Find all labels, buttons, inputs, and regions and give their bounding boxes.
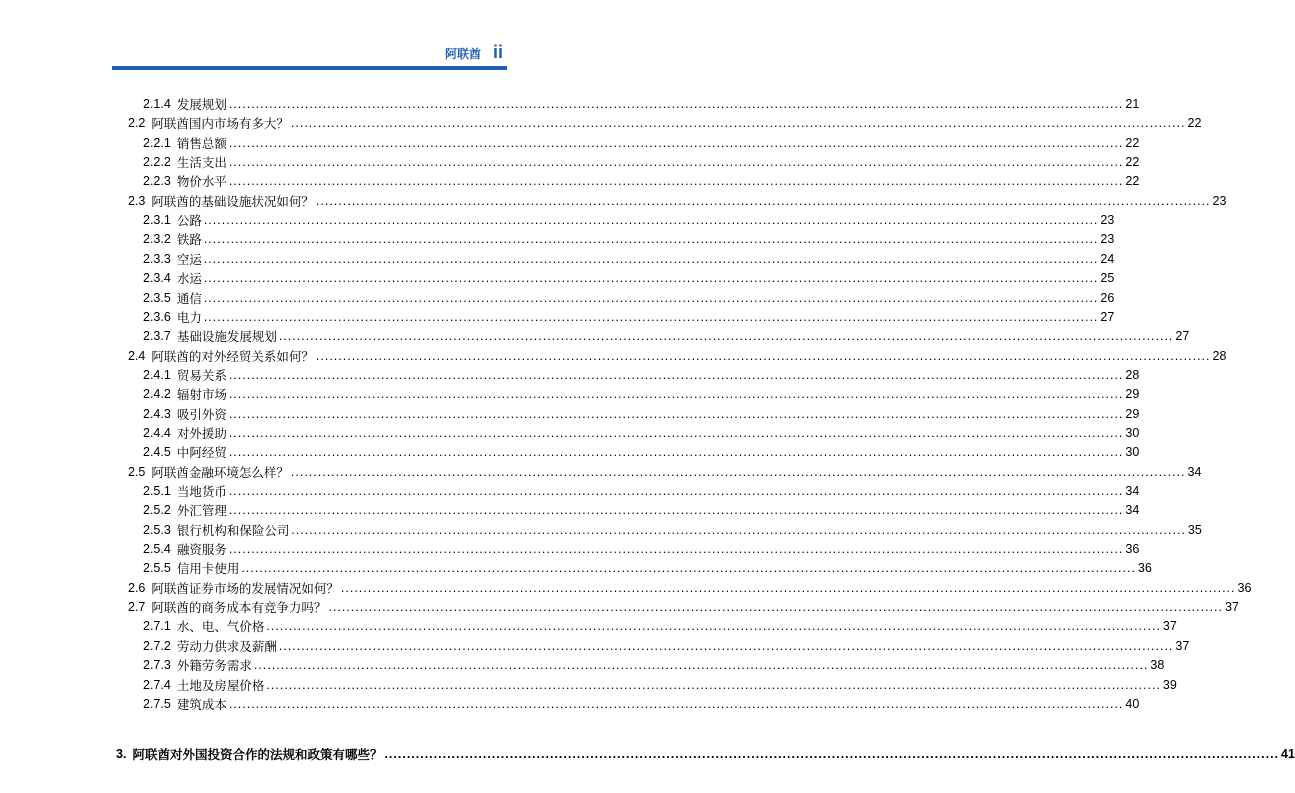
toc-leader-dots: ........................................................................................................................................................................................................ [241, 561, 1136, 576]
toc-entry-title: 融资服务 [176, 542, 227, 558]
toc-entry-title: 发展规划 [176, 97, 227, 112]
toc-leader-dots: ........................................................................................................................................................................................................ [203, 251, 1099, 266]
toc-leader-dots: ........................................................................................................................................................................................................ [228, 97, 1124, 111]
toc-entry-page: 25 [1100, 271, 1115, 286]
toc-leader-dots: ........................................................................................................................................................................................................ [203, 271, 1099, 286]
toc-entry-title: 水运 [176, 271, 202, 287]
toc-entry-number: 2.2.3 [143, 174, 171, 189]
toc-entry[interactable] [143, 444, 1140, 461]
toc-entry[interactable] [143, 251, 1115, 268]
toc-entry-number: 2.5.5 [143, 561, 171, 576]
toc-leader-dots: ........................................................................................................................................................................................................ [278, 638, 1174, 653]
toc-leader-dots: ........................................................................................................................................................................................................ [266, 677, 1161, 692]
toc-entry-page: 37 [1225, 600, 1239, 615]
toc-entry-page: 26 [1100, 290, 1115, 305]
toc-entry-page: 27 [1175, 329, 1190, 344]
toc-entry-page: 34 [1125, 484, 1140, 498]
toc-leader-dots: ........................................................................................................................................................................................................ [384, 747, 1280, 762]
toc-entry[interactable] [143, 290, 1115, 307]
toc-entry-page: 27 [1100, 309, 1115, 324]
toc-entry-number: 2.4.5 [143, 445, 171, 460]
toc-leader-dots: ........................................................................................................................................................................................................ [228, 425, 1124, 440]
toc-leader-dots: ........................................................................................................................................................................................................ [203, 309, 1099, 324]
toc-entry-title: 银行机构和保险公司 [176, 522, 290, 538]
toc-leader-dots: ........................................................................................................................................................................................................ [278, 329, 1174, 344]
toc-entry-number: 2.3.4 [143, 271, 171, 286]
toc-entry-number: 2.3.5 [143, 290, 171, 305]
toc-entry-title: 公路 [176, 213, 202, 229]
toc-entry[interactable] [143, 502, 1140, 519]
toc-entry-number: 2.5.4 [143, 542, 171, 557]
page-header [0, 0, 559, 75]
header-title: 阿联酋 [444, 47, 481, 61]
toc-entry-number: 2.1.4 [143, 97, 171, 111]
toc-entry-page: 23 [1100, 213, 1115, 228]
toc-entry-page: 28 [1212, 348, 1227, 363]
toc-entry[interactable] [143, 135, 1140, 152]
toc-entry-title: 电力 [176, 309, 202, 325]
toc-entry-title: 劳动力供求及薪酬 [176, 638, 277, 654]
toc-leader-dots: ........................................................................................................................................................................................................ [228, 174, 1124, 189]
toc-entry-number: 2.2.2 [143, 155, 171, 170]
toc-entry[interactable] [143, 560, 1152, 577]
toc-entry-number: 2.3.2 [143, 232, 171, 247]
toc-entry-page: 29 [1125, 387, 1140, 402]
toc-entry-page: 22 [1125, 135, 1140, 150]
toc-entry-page: 38 [1150, 658, 1165, 673]
toc-entry-number: 2.6 [128, 580, 146, 595]
toc-leader-dots: ........................................................................................................................................................................................................ [228, 135, 1124, 150]
toc-entry[interactable] [143, 309, 1115, 326]
toc-entry-page: 29 [1125, 406, 1140, 421]
toc-leader-dots: ........................................................................................................................................................................................................ [228, 542, 1124, 557]
toc-entry-page: 22 [1187, 116, 1202, 131]
toc-entry-number: 2.5.3 [143, 522, 171, 537]
toc-entry[interactable] [143, 367, 1140, 384]
toc-entry-page: 41 [1281, 747, 1295, 762]
toc-entry-page: 39 [1162, 677, 1177, 692]
toc-entry-title: 销售总额 [176, 135, 227, 151]
toc-leader-dots: ........................................................................................................................................................................................................ [340, 580, 1236, 595]
toc-entry[interactable] [128, 115, 1202, 132]
toc-entry-number: 2.5.1 [143, 484, 171, 498]
toc-entry-title: 阿联酋国内市场有多大？ [151, 116, 289, 132]
toc-entry-page: 37 [1162, 619, 1177, 634]
toc-entry[interactable] [128, 599, 1239, 616]
toc-entry-number: 2.3.3 [143, 251, 171, 266]
toc-entry[interactable] [143, 270, 1115, 287]
toc-entry-title: 阿联酋的商务成本有竞争力吗？ [151, 600, 327, 616]
toc-leader-dots: ........................................................................................................................................................................................................ [315, 348, 1211, 363]
toc-entry-number: 2.4.1 [143, 367, 171, 382]
toc-entry[interactable] [143, 212, 1115, 229]
toc-entry[interactable] [143, 696, 1140, 713]
toc-entry-title: 外汇管理 [176, 503, 227, 519]
toc-leader-dots: ........................................................................................................................................................................................................ [228, 155, 1124, 170]
toc-entry-title: 阿联酋证券市场的发展情况如何？ [151, 580, 339, 596]
toc-entry-page: 22 [1125, 155, 1140, 170]
toc-leader-dots: ........................................................................................................................................................................................................ [203, 213, 1099, 228]
toc-entry-page: 37 [1175, 638, 1190, 653]
toc-entry-title: 对外援助 [176, 425, 227, 441]
toc-entry-page: 34 [1187, 464, 1202, 479]
toc-entry-page: 23 [1212, 193, 1227, 208]
toc-entry-page: 24 [1100, 251, 1115, 266]
toc-entry[interactable] [143, 406, 1140, 423]
page-number: ii [492, 42, 503, 62]
toc-entry-page: 21 [1125, 97, 1140, 111]
toc-entry[interactable] [143, 618, 1177, 635]
toc-entry-number: 2.2.1 [143, 135, 171, 150]
toc-entry-page: 36 [1125, 542, 1140, 557]
toc-entry[interactable] [143, 541, 1140, 558]
toc-entry[interactable] [143, 173, 1140, 190]
toc-entry-title: 贸易关系 [176, 367, 227, 383]
toc-entry-title: 建筑成本 [176, 696, 227, 712]
toc-leader-dots: ........................................................................................................................................................................................................ [228, 484, 1124, 498]
toc-entry[interactable] [128, 580, 1252, 597]
toc-entry-page: 23 [1100, 232, 1115, 247]
toc-entry-page: 28 [1125, 367, 1140, 382]
toc-entry[interactable] [143, 328, 1190, 345]
toc-entry-number: 2.7 [128, 600, 146, 615]
toc-leader-dots: ........................................................................................................................................................................................................ [203, 290, 1099, 305]
toc-leader-dots: ........................................................................................................................................................................................................ [253, 658, 1149, 673]
toc-leader-dots: ........................................................................................................................................................................................................ [266, 619, 1161, 634]
toc-entry-page: 30 [1125, 425, 1140, 440]
toc-leader-dots: ........................................................................................................................................................................................................ [203, 232, 1099, 247]
toc-entry-title: 铁路 [176, 232, 202, 248]
toc-entry[interactable] [143, 483, 1140, 500]
toc-entry-number: 3. [116, 747, 127, 762]
toc-entry-title: 基础设施发展规划 [176, 329, 277, 345]
toc-entry[interactable] [128, 464, 1202, 481]
toc-entry[interactable] [143, 231, 1115, 248]
toc-entry-page: 22 [1125, 174, 1140, 189]
toc-leader-dots: ........................................................................................................................................................................................................ [290, 116, 1186, 131]
toc-entry-page: 36 [1137, 561, 1152, 576]
toc-entry[interactable] [143, 677, 1177, 694]
toc-entry[interactable] [143, 154, 1140, 171]
toc-entry-number: 2.4.4 [143, 425, 171, 440]
toc-entry-title: 土地及房屋价格 [176, 677, 265, 693]
toc-entry-title: 阿联酋的基础设施状况如何？ [151, 193, 314, 209]
toc-entry-title: 生活支出 [176, 155, 227, 171]
toc-entry[interactable] [143, 386, 1140, 403]
toc-leader-dots: ........................................................................................................................................................................................................ [228, 696, 1124, 711]
toc-entry-title: 物价水平 [176, 174, 227, 190]
toc-entry[interactable] [143, 425, 1140, 442]
toc-leader-dots: ........................................................................................................................................................................................................ [228, 367, 1124, 382]
toc-entry-page: 40 [1125, 696, 1140, 711]
toc-entry-number: 2.3.1 [143, 213, 171, 228]
toc-entry-title: 阿联酋对外国投资合作的法规和政策有哪些？ [132, 747, 383, 763]
toc-leader-dots: ........................................................................................................................................................................................................ [291, 522, 1186, 537]
toc-entry-title: 吸引外资 [176, 406, 227, 422]
toc-entry-title: 当地货币 [176, 484, 227, 499]
toc-entry-number: 2.7.1 [143, 619, 171, 634]
toc-leader-dots: ........................................................................................................................................................................................................ [228, 406, 1124, 421]
toc-entry-page: 35 [1187, 522, 1202, 537]
toc-entry-number: 2.5.2 [143, 503, 171, 518]
toc-entry-number: 2.7.3 [143, 658, 171, 673]
toc-leader-dots: ........................................................................................................................................................................................................ [328, 600, 1223, 615]
toc-entry-number: 2.4.2 [143, 387, 171, 402]
toc-leader-dots: ........................................................................................................................................................................................................ [290, 464, 1186, 479]
toc-entry-number: 2.4.3 [143, 406, 171, 421]
toc-entry-number: 2.3.6 [143, 309, 171, 324]
toc-entry-title: 辐射市场 [176, 387, 227, 403]
header-rule [112, 66, 507, 70]
toc-entry-number: 2.3.7 [143, 329, 171, 344]
toc-entry[interactable] [128, 193, 1227, 210]
toc-entry-number: 2.3 [128, 193, 146, 208]
toc-entry-number: 2.4 [128, 348, 146, 363]
toc-entry[interactable] [143, 638, 1190, 655]
toc-entry-title: 空运 [176, 251, 202, 267]
toc-leader-dots: ........................................................................................................................................................................................................ [315, 193, 1211, 208]
toc-entry-number: 2.2 [128, 116, 146, 131]
toc-leader-dots: ........................................................................................................................................................................................................ [228, 387, 1124, 402]
toc-leader-dots: ........................................................................................................................................................................................................ [228, 445, 1124, 460]
toc-entry[interactable] [143, 96, 1140, 113]
toc-entry-title: 阿联酋的对外经贸关系如何？ [151, 348, 314, 364]
toc-entry[interactable] [143, 522, 1202, 539]
toc-entry-title: 阿联酋金融环境怎么样？ [151, 464, 289, 480]
toc-entry-title: 外籍劳务需求 [176, 658, 252, 674]
toc-entry-page: 30 [1125, 445, 1140, 460]
toc-entry-title: 通信 [176, 290, 202, 306]
toc-entry-number: 2.7.5 [143, 696, 171, 711]
toc-entry-number: 2.7.2 [143, 638, 171, 653]
toc-entry[interactable] [143, 657, 1165, 674]
toc-entry-title: 水、电、气价格 [176, 619, 265, 635]
toc-entry-page: 34 [1125, 503, 1140, 518]
toc-entry-number: 2.5 [128, 464, 146, 479]
toc-leader-dots: ........................................................................................................................................................................................................ [228, 503, 1124, 518]
toc-entry-page: 36 [1237, 580, 1252, 595]
toc-entry-number: 2.7.4 [143, 677, 171, 692]
toc-entry-title: 中阿经贸 [176, 445, 227, 461]
toc-entry[interactable] [116, 746, 1295, 763]
toc-entry[interactable] [128, 348, 1227, 365]
toc-entry-title: 信用卡使用 [176, 561, 240, 577]
